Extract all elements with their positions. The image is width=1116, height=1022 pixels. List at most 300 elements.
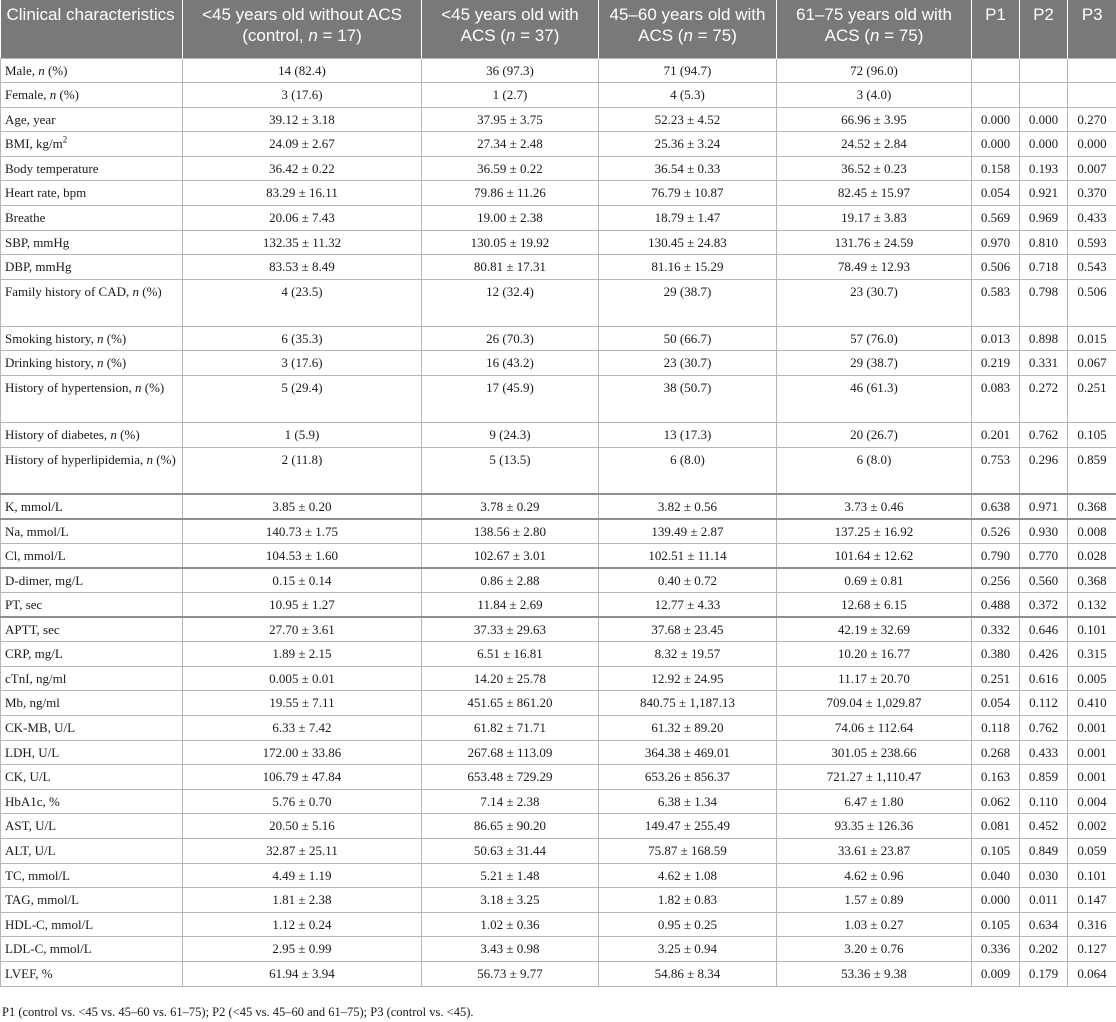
row-label-cell: Mb, ng/ml <box>1 691 183 716</box>
row-label-cell: Breathe <box>1 206 183 231</box>
61-75-acs-value-cell: 721.27 ± 1,110.47 <box>777 765 972 790</box>
control-value-cell: 4.49 ± 1.19 <box>183 863 422 888</box>
row-label-cell: SBP, mmHg <box>1 230 183 255</box>
control-value-cell: 36.42 ± 0.22 <box>183 156 422 181</box>
p3-value-cell: 0.101 <box>1068 863 1116 888</box>
61-75-acs-value-cell: 53.36 ± 9.38 <box>777 961 972 986</box>
control-value-cell: 5 (29.4) <box>183 376 422 423</box>
61-75-acs-value-cell: 82.45 ± 15.97 <box>777 181 972 206</box>
45-60-acs-value-cell: 36.54 ± 0.33 <box>599 156 777 181</box>
p2-value-cell: 0.971 <box>1020 494 1068 519</box>
row-label-cell: CK-MB, U/L <box>1 715 183 740</box>
under45-acs-value-cell: 9 (24.3) <box>422 423 599 448</box>
45-60-acs-value-cell: 12.77 ± 4.33 <box>599 593 777 618</box>
45-60-acs-value-cell: 4.62 ± 1.08 <box>599 863 777 888</box>
table-row <box>1 642 1116 667</box>
p1-value-cell: 0.062 <box>972 789 1020 814</box>
control-value-cell: 39.12 ± 3.18 <box>183 107 422 132</box>
p1-value-cell: 0.638 <box>972 494 1020 519</box>
table-footnote: P1 (control vs. <45 vs. 45–60 vs. 61–75); P2 (<45 vs. 45–60 and 61–75); P3 (control vs. <45). <box>2 1005 474 1019</box>
row-label-cell: HDL-C, mmol/L <box>1 912 183 937</box>
p3-value-cell: 0.251 <box>1068 376 1116 423</box>
row-label-cell: TAG, mmol/L <box>1 888 183 913</box>
61-75-acs-value-cell: 74.06 ± 112.64 <box>777 715 972 740</box>
under45-acs-value-cell: 653.48 ± 729.29 <box>422 765 599 790</box>
under45-acs-value-cell: 3.78 ± 0.29 <box>422 494 599 519</box>
row-label-cell: Drinking history, n (%) <box>1 351 183 376</box>
table-row <box>1 740 1116 765</box>
p3-value-cell: 0.370 <box>1068 181 1116 206</box>
45-60-acs-value-cell: 61.32 ± 89.20 <box>599 715 777 740</box>
p1-value-cell: 0.158 <box>972 156 1020 181</box>
under45-acs-value-cell: 80.81 ± 17.31 <box>422 255 599 280</box>
header-clinical-characteristics: Clinical characteristics <box>1 0 183 58</box>
p1-value-cell: 0.013 <box>972 326 1020 351</box>
table-row <box>1 937 1116 962</box>
45-60-acs-value-cell: 149.47 ± 255.49 <box>599 814 777 839</box>
61-75-acs-value-cell: 66.96 ± 3.95 <box>777 107 972 132</box>
p1-value-cell: 0.488 <box>972 593 1020 618</box>
row-label-cell: Female, n (%) <box>1 83 183 108</box>
61-75-acs-value-cell: 4.62 ± 0.96 <box>777 863 972 888</box>
table-row <box>1 863 1116 888</box>
45-60-acs-value-cell: 54.86 ± 8.34 <box>599 961 777 986</box>
control-value-cell: 20.50 ± 5.16 <box>183 814 422 839</box>
control-value-cell: 27.70 ± 3.61 <box>183 617 422 642</box>
table-row <box>1 593 1116 618</box>
under45-acs-value-cell: 37.95 ± 3.75 <box>422 107 599 132</box>
control-value-cell: 6.33 ± 7.42 <box>183 715 422 740</box>
61-75-acs-value-cell: 19.17 ± 3.83 <box>777 206 972 231</box>
61-75-acs-value-cell: 301.05 ± 238.66 <box>777 740 972 765</box>
p3-value-cell: 0.506 <box>1068 279 1116 326</box>
p3-value-cell: 0.005 <box>1068 666 1116 691</box>
under45-acs-value-cell: 1.02 ± 0.36 <box>422 912 599 937</box>
table-row <box>1 351 1116 376</box>
table-row <box>1 206 1116 231</box>
p1-value-cell <box>972 58 1020 83</box>
under45-acs-value-cell: 86.65 ± 90.20 <box>422 814 599 839</box>
p3-value-cell: 0.000 <box>1068 132 1116 157</box>
table-row <box>1 715 1116 740</box>
p2-value-cell: 0.000 <box>1020 132 1068 157</box>
table-row <box>1 156 1116 181</box>
45-60-acs-value-cell: 23 (30.7) <box>599 351 777 376</box>
under45-acs-value-cell: 5.21 ± 1.48 <box>422 863 599 888</box>
p3-value-cell <box>1068 58 1116 83</box>
control-value-cell: 83.29 ± 16.11 <box>183 181 422 206</box>
table-row <box>1 961 1116 986</box>
p3-value-cell: 0.315 <box>1068 642 1116 667</box>
61-75-acs-value-cell: 6 (8.0) <box>777 447 972 494</box>
under45-acs-value-cell: 130.05 ± 19.92 <box>422 230 599 255</box>
61-75-acs-value-cell: 709.04 ± 1,029.87 <box>777 691 972 716</box>
under45-acs-value-cell: 3.18 ± 3.25 <box>422 888 599 913</box>
control-value-cell: 1 (5.9) <box>183 423 422 448</box>
p3-value-cell: 0.127 <box>1068 937 1116 962</box>
p3-value-cell: 0.001 <box>1068 740 1116 765</box>
61-75-acs-value-cell: 12.68 ± 6.15 <box>777 593 972 618</box>
control-value-cell: 24.09 ± 2.67 <box>183 132 422 157</box>
p2-value-cell <box>1020 58 1068 83</box>
table-row <box>1 132 1116 157</box>
control-value-cell: 83.53 ± 8.49 <box>183 255 422 280</box>
row-label-cell: BMI, $kg/m^2$ <box>1 132 183 157</box>
p1-value-cell: 0.000 <box>972 107 1020 132</box>
p1-value-cell: 0.583 <box>972 279 1020 326</box>
61-75-acs-value-cell: 33.61 ± 23.87 <box>777 838 972 863</box>
p1-value-cell: 0.000 <box>972 132 1020 157</box>
table-row <box>1 519 1116 544</box>
under45-acs-value-cell: 14.20 ± 25.78 <box>422 666 599 691</box>
under45-acs-value-cell: 56.73 ± 9.77 <box>422 961 599 986</box>
row-label-cell: HbA1c, % <box>1 789 183 814</box>
45-60-acs-value-cell: 13 (17.3) <box>599 423 777 448</box>
row-label-cell: ALT, U/L <box>1 838 183 863</box>
row-label-cell: History of diabetes, n (%) <box>1 423 183 448</box>
table-row <box>1 230 1116 255</box>
p2-value-cell: 0.272 <box>1020 376 1068 423</box>
p3-value-cell: 0.008 <box>1068 519 1116 544</box>
row-label-cell: cTnI, ng/ml <box>1 666 183 691</box>
p2-value-cell: 0.616 <box>1020 666 1068 691</box>
row-label-cell: Heart rate, bpm <box>1 181 183 206</box>
p2-value-cell: 0.000 <box>1020 107 1068 132</box>
under45-acs-value-cell: 102.67 ± 3.01 <box>422 543 599 568</box>
61-75-acs-value-cell: 10.20 ± 16.77 <box>777 642 972 667</box>
61-75-acs-value-cell: 1.03 ± 0.27 <box>777 912 972 937</box>
control-value-cell: 5.76 ± 0.70 <box>183 789 422 814</box>
header-61-75-acs: 61–75 years old with ACS (n = 75) <box>777 0 972 58</box>
table-header-row <box>1 0 1116 58</box>
p3-value-cell: 0.433 <box>1068 206 1116 231</box>
under45-acs-value-cell: 61.82 ± 71.71 <box>422 715 599 740</box>
45-60-acs-value-cell: 840.75 ± 1,187.13 <box>599 691 777 716</box>
61-75-acs-value-cell: 78.49 ± 12.93 <box>777 255 972 280</box>
45-60-acs-value-cell: 8.32 ± 19.57 <box>599 642 777 667</box>
table-row <box>1 789 1116 814</box>
row-label-cell: History of hyperlipidemia, n (%) <box>1 447 183 494</box>
p2-value-cell: 0.110 <box>1020 789 1068 814</box>
table-row <box>1 107 1116 132</box>
45-60-acs-value-cell: 3.82 ± 0.56 <box>599 494 777 519</box>
61-75-acs-value-cell: 11.17 ± 20.70 <box>777 666 972 691</box>
p1-value-cell: 0.054 <box>972 691 1020 716</box>
61-75-acs-value-cell: 1.57 ± 0.89 <box>777 888 972 913</box>
control-value-cell: 3 (17.6) <box>183 351 422 376</box>
table-row <box>1 691 1116 716</box>
p1-value-cell: 0.251 <box>972 666 1020 691</box>
control-value-cell: 104.53 ± 1.60 <box>183 543 422 568</box>
row-label-cell: LVEF, % <box>1 961 183 986</box>
p1-value-cell: 0.105 <box>972 838 1020 863</box>
45-60-acs-value-cell: 25.36 ± 3.24 <box>599 132 777 157</box>
under45-acs-value-cell: 7.14 ± 2.38 <box>422 789 599 814</box>
p1-value-cell: 0.380 <box>972 642 1020 667</box>
control-value-cell: 0.005 ± 0.01 <box>183 666 422 691</box>
61-75-acs-value-cell: 29 (38.7) <box>777 351 972 376</box>
under45-acs-value-cell: 17 (45.9) <box>422 376 599 423</box>
45-60-acs-value-cell: 29 (38.7) <box>599 279 777 326</box>
control-value-cell: 172.00 ± 33.86 <box>183 740 422 765</box>
45-60-acs-value-cell: 6.38 ± 1.34 <box>599 789 777 814</box>
p1-value-cell: 0.506 <box>972 255 1020 280</box>
45-60-acs-value-cell: 139.49 ± 2.87 <box>599 519 777 544</box>
control-value-cell: 4 (23.5) <box>183 279 422 326</box>
p2-value-cell: 0.930 <box>1020 519 1068 544</box>
table-row <box>1 765 1116 790</box>
p1-value-cell: 0.526 <box>972 519 1020 544</box>
row-label-cell: D-dimer, mg/L <box>1 568 183 593</box>
p2-value-cell: 0.202 <box>1020 937 1068 962</box>
p2-value-cell: 0.331 <box>1020 351 1068 376</box>
p2-value-cell: 0.898 <box>1020 326 1068 351</box>
table-row <box>1 494 1116 519</box>
control-value-cell: 61.94 ± 3.94 <box>183 961 422 986</box>
row-label-cell: AST, U/L <box>1 814 183 839</box>
header-p3: P3 <box>1068 0 1116 58</box>
p3-value-cell: 0.593 <box>1068 230 1116 255</box>
control-value-cell: 14 (82.4) <box>183 58 422 83</box>
p2-value-cell: 0.718 <box>1020 255 1068 280</box>
p1-value-cell: 0.105 <box>972 912 1020 937</box>
control-value-cell: 19.55 ± 7.11 <box>183 691 422 716</box>
header-p2: P2 <box>1020 0 1068 58</box>
p3-value-cell: 0.316 <box>1068 912 1116 937</box>
p3-value-cell: 0.410 <box>1068 691 1116 716</box>
p2-value-cell: 0.634 <box>1020 912 1068 937</box>
table-row <box>1 255 1116 280</box>
61-75-acs-value-cell: 6.47 ± 1.80 <box>777 789 972 814</box>
table-row <box>1 666 1116 691</box>
p1-value-cell: 0.569 <box>972 206 1020 231</box>
45-60-acs-value-cell: 81.16 ± 15.29 <box>599 255 777 280</box>
table-row <box>1 814 1116 839</box>
under45-acs-value-cell: 37.33 ± 29.63 <box>422 617 599 642</box>
under45-acs-value-cell: 26 (70.3) <box>422 326 599 351</box>
45-60-acs-value-cell: 3.25 ± 0.94 <box>599 937 777 962</box>
table-row <box>1 181 1116 206</box>
p2-value-cell: 0.433 <box>1020 740 1068 765</box>
61-75-acs-value-cell: 46 (61.3) <box>777 376 972 423</box>
table-row <box>1 543 1116 568</box>
p3-value-cell: 0.147 <box>1068 888 1116 913</box>
61-75-acs-value-cell: 42.19 ± 32.69 <box>777 617 972 642</box>
header-control-group: <45 years old without ACS (control, n = 17) <box>183 0 422 58</box>
p2-value-cell: 0.770 <box>1020 543 1068 568</box>
p2-value-cell: 0.452 <box>1020 814 1068 839</box>
45-60-acs-value-cell: 364.38 ± 469.01 <box>599 740 777 765</box>
45-60-acs-value-cell: 0.95 ± 0.25 <box>599 912 777 937</box>
p3-value-cell: 0.059 <box>1068 838 1116 863</box>
p1-value-cell: 0.163 <box>972 765 1020 790</box>
under45-acs-value-cell: 11.84 ± 2.69 <box>422 593 599 618</box>
control-value-cell: 132.35 ± 11.32 <box>183 230 422 255</box>
61-75-acs-value-cell: 137.25 ± 16.92 <box>777 519 972 544</box>
row-label-cell: K, mmol/L <box>1 494 183 519</box>
control-value-cell: 1.89 ± 2.15 <box>183 642 422 667</box>
p2-value-cell: 0.112 <box>1020 691 1068 716</box>
45-60-acs-value-cell: 52.23 ± 4.52 <box>599 107 777 132</box>
row-label-cell: Family history of CAD, n (%) <box>1 279 183 326</box>
table-row <box>1 568 1116 593</box>
61-75-acs-value-cell: 131.76 ± 24.59 <box>777 230 972 255</box>
row-label-cell: Smoking history, n (%) <box>1 326 183 351</box>
under45-acs-value-cell: 36.59 ± 0.22 <box>422 156 599 181</box>
control-value-cell: 20.06 ± 7.43 <box>183 206 422 231</box>
table-row <box>1 83 1116 108</box>
row-label-cell: Age, year <box>1 107 183 132</box>
under45-acs-value-cell: 5 (13.5) <box>422 447 599 494</box>
p2-value-cell <box>1020 83 1068 108</box>
p2-value-cell: 0.859 <box>1020 765 1068 790</box>
45-60-acs-value-cell: 71 (94.7) <box>599 58 777 83</box>
45-60-acs-value-cell: 18.79 ± 1.47 <box>599 206 777 231</box>
p1-value-cell: 0.009 <box>972 961 1020 986</box>
table-row <box>1 326 1116 351</box>
p1-value-cell: 0.201 <box>972 423 1020 448</box>
row-label-cell: CRP, mg/L <box>1 642 183 667</box>
45-60-acs-value-cell: 6 (8.0) <box>599 447 777 494</box>
p2-value-cell: 0.030 <box>1020 863 1068 888</box>
control-value-cell: 3 (17.6) <box>183 83 422 108</box>
61-75-acs-value-cell: 0.69 ± 0.81 <box>777 568 972 593</box>
45-60-acs-value-cell: 653.26 ± 856.37 <box>599 765 777 790</box>
45-60-acs-value-cell: 1.82 ± 0.83 <box>599 888 777 913</box>
under45-acs-value-cell: 19.00 ± 2.38 <box>422 206 599 231</box>
61-75-acs-value-cell: 72 (96.0) <box>777 58 972 83</box>
control-value-cell: 1.81 ± 2.38 <box>183 888 422 913</box>
under45-acs-value-cell: 6.51 ± 16.81 <box>422 642 599 667</box>
p2-value-cell: 0.969 <box>1020 206 1068 231</box>
control-value-cell: 106.79 ± 47.84 <box>183 765 422 790</box>
row-label-cell: PT, sec <box>1 593 183 618</box>
p3-value-cell: 0.028 <box>1068 543 1116 568</box>
control-value-cell: 1.12 ± 0.24 <box>183 912 422 937</box>
control-value-cell: 6 (35.3) <box>183 326 422 351</box>
p1-value-cell: 0.000 <box>972 888 1020 913</box>
table-row <box>1 912 1116 937</box>
control-value-cell: 140.73 ± 1.75 <box>183 519 422 544</box>
p1-value-cell: 0.040 <box>972 863 1020 888</box>
p2-value-cell: 0.810 <box>1020 230 1068 255</box>
row-label-cell: History of hypertension, n (%) <box>1 376 183 423</box>
p3-value-cell: 0.001 <box>1068 715 1116 740</box>
table-row <box>1 838 1116 863</box>
header-under45-acs: <45 years old with ACS (n = 37) <box>422 0 599 58</box>
row-label-cell: Na, mmol/L <box>1 519 183 544</box>
p3-value-cell: 0.015 <box>1068 326 1116 351</box>
p3-value-cell: 0.064 <box>1068 961 1116 986</box>
p1-value-cell: 0.268 <box>972 740 1020 765</box>
p3-value-cell: 0.001 <box>1068 765 1116 790</box>
under45-acs-value-cell: 138.56 ± 2.80 <box>422 519 599 544</box>
under45-acs-value-cell: 12 (32.4) <box>422 279 599 326</box>
p1-value-cell: 0.256 <box>972 568 1020 593</box>
p1-value-cell: 0.081 <box>972 814 1020 839</box>
61-75-acs-value-cell: 3.20 ± 0.76 <box>777 937 972 962</box>
45-60-acs-value-cell: 38 (50.7) <box>599 376 777 423</box>
p1-value-cell: 0.790 <box>972 543 1020 568</box>
p2-value-cell: 0.193 <box>1020 156 1068 181</box>
p3-value-cell: 0.368 <box>1068 568 1116 593</box>
under45-acs-value-cell: 27.34 ± 2.48 <box>422 132 599 157</box>
p1-value-cell: 0.118 <box>972 715 1020 740</box>
p2-value-cell: 0.762 <box>1020 715 1068 740</box>
p2-value-cell: 0.011 <box>1020 888 1068 913</box>
row-label-cell: TC, mmol/L <box>1 863 183 888</box>
control-value-cell: 2.95 ± 0.99 <box>183 937 422 962</box>
table-row <box>1 58 1116 83</box>
p1-value-cell: 0.054 <box>972 181 1020 206</box>
table-row <box>1 888 1116 913</box>
under45-acs-value-cell: 1 (2.7) <box>422 83 599 108</box>
p2-value-cell: 0.560 <box>1020 568 1068 593</box>
45-60-acs-value-cell: 12.92 ± 24.95 <box>599 666 777 691</box>
45-60-acs-value-cell: 130.45 ± 24.83 <box>599 230 777 255</box>
table-body <box>1 58 1116 986</box>
table-row <box>1 423 1116 448</box>
p2-value-cell: 0.798 <box>1020 279 1068 326</box>
61-75-acs-value-cell: 93.35 ± 126.36 <box>777 814 972 839</box>
control-value-cell: 2 (11.8) <box>183 447 422 494</box>
under45-acs-value-cell: 79.86 ± 11.26 <box>422 181 599 206</box>
p3-value-cell: 0.270 <box>1068 107 1116 132</box>
under45-acs-value-cell: 267.68 ± 113.09 <box>422 740 599 765</box>
table-row <box>1 617 1116 642</box>
45-60-acs-value-cell: 37.68 ± 23.45 <box>599 617 777 642</box>
61-75-acs-value-cell: 57 (76.0) <box>777 326 972 351</box>
61-75-acs-value-cell: 3 (4.0) <box>777 83 972 108</box>
61-75-acs-value-cell: 20 (26.7) <box>777 423 972 448</box>
row-label-cell: Male, n (%) <box>1 58 183 83</box>
61-75-acs-value-cell: 3.73 ± 0.46 <box>777 494 972 519</box>
p1-value-cell: 0.753 <box>972 447 1020 494</box>
under45-acs-value-cell: 36 (97.3) <box>422 58 599 83</box>
control-value-cell: 32.87 ± 25.11 <box>183 838 422 863</box>
p1-value-cell: 0.970 <box>972 230 1020 255</box>
45-60-acs-value-cell: 75.87 ± 168.59 <box>599 838 777 863</box>
p3-value-cell: 0.002 <box>1068 814 1116 839</box>
row-label-cell: DBP, mmHg <box>1 255 183 280</box>
p2-value-cell: 0.426 <box>1020 642 1068 667</box>
45-60-acs-value-cell: 50 (66.7) <box>599 326 777 351</box>
p3-value-cell: 0.004 <box>1068 789 1116 814</box>
45-60-acs-value-cell: 4 (5.3) <box>599 83 777 108</box>
p2-value-cell: 0.762 <box>1020 423 1068 448</box>
61-75-acs-value-cell: 24.52 ± 2.84 <box>777 132 972 157</box>
table-row <box>1 279 1116 326</box>
p3-value-cell: 0.067 <box>1068 351 1116 376</box>
p3-value-cell: 0.543 <box>1068 255 1116 280</box>
p3-value-cell: 0.132 <box>1068 593 1116 618</box>
p2-value-cell: 0.849 <box>1020 838 1068 863</box>
p3-value-cell: 0.859 <box>1068 447 1116 494</box>
p3-value-cell: 0.105 <box>1068 423 1116 448</box>
control-value-cell: 10.95 ± 1.27 <box>183 593 422 618</box>
p2-value-cell: 0.921 <box>1020 181 1068 206</box>
p2-value-cell: 0.296 <box>1020 447 1068 494</box>
61-75-acs-value-cell: 36.52 ± 0.23 <box>777 156 972 181</box>
p2-value-cell: 0.372 <box>1020 593 1068 618</box>
p3-value-cell: 0.007 <box>1068 156 1116 181</box>
p1-value-cell: 0.336 <box>972 937 1020 962</box>
row-label-cell: CK, U/L <box>1 765 183 790</box>
row-label-cell: LDL-C, mmol/L <box>1 937 183 962</box>
p2-value-cell: 0.646 <box>1020 617 1068 642</box>
under45-acs-value-cell: 50.63 ± 31.44 <box>422 838 599 863</box>
under45-acs-value-cell: 0.86 ± 2.88 <box>422 568 599 593</box>
